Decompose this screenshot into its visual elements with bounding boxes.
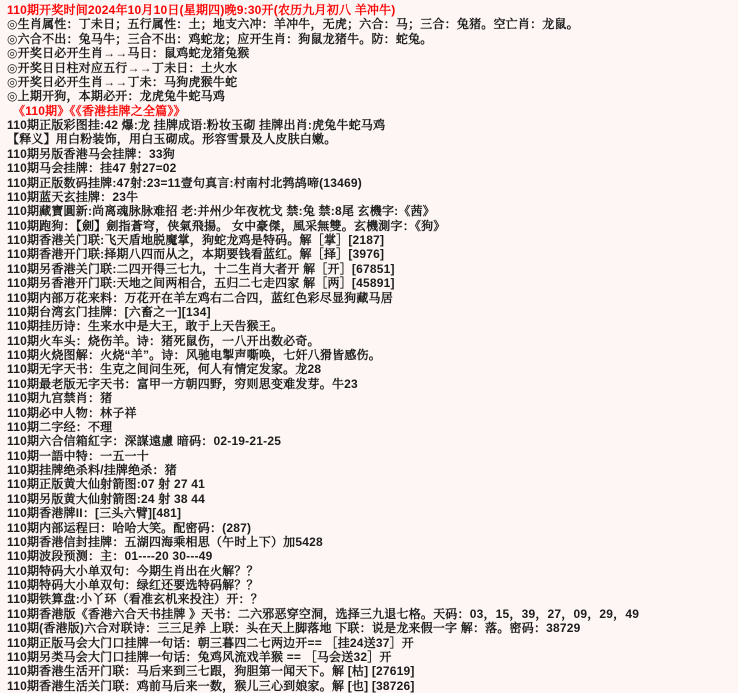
text-line: ◎生肖属性：丁未日；五行属性：土；地支六冲：羊冲牛，无虎；六合：马；三合：兔猪。空亡肖：龙鼠。 — [7, 17, 579, 32]
text-line: 110期波段预测：主：01----20 30---49 — [7, 549, 213, 564]
text-line: 110期另香港开门联:天地之间两相合，五归二七走四家 解［两］[45891] — [7, 276, 395, 291]
text-line: 110期六合信箱紅字：深謀遠慮 暗码：02-19-21-25 — [7, 434, 282, 449]
text-line: 110期另版香港马会挂牌：33狗 — [7, 146, 175, 161]
text-line: 110期藏寶圓新:尚离魂脉脉难招 老:并州少年夜枕戈 禁:兔 禁:8尾 玄機字:《茜》 — [7, 204, 435, 219]
text-line: 110期香港信封挂牌：五湖四海乘相思（午时上下）加5428 — [7, 534, 323, 549]
text-line: 110期香港版《香港六合天书挂牌 》天书：二六邪恶穿空洞，选择三九退七格。天码：03，15，39，27，09，29，49 — [7, 606, 640, 621]
text-line: 110期正版马会大门口挂牌一句话：朝三暮四二七两边开== ［挂24送37］开 — [7, 635, 415, 650]
text-line: 《110期》《《香港挂牌之全篇》》 — [13, 103, 186, 118]
text-line: 【释义】用白粉装饰，用白玉砌成。形容雪景及人皮肤白嫩。 — [7, 132, 337, 147]
text-line: 110期正版黄大仙射箭图:07 射 27 41 — [7, 477, 206, 492]
text-line: ◎开奖日必开生肖→→马日：鼠鸡蛇龙猪兔猴 — [7, 46, 250, 61]
text-line: 110期必中人物：林子祥 — [7, 405, 137, 420]
text-line: 110期香港牌II：[三头六臂][481] — [7, 506, 182, 521]
text-line: 110期马会挂牌：挂47 射27=02 — [7, 161, 177, 176]
text-line: 110期香港开门联:择期八四而从之，本期要钱看蓝红。解［择］[3976] — [7, 247, 385, 262]
text-line: 110期香港关门联:飞天盾地脱魔掌，狗蛇龙鸡是特码。解［掌］[2187] — [7, 233, 385, 247]
text-line: 110期挂牌绝杀料/挂牌绝杀：猪 — [7, 463, 177, 477]
text-line: ◎开奖日必开生肖→→丁未：马狗虎猴牛蛇 — [7, 74, 238, 89]
text-line: ◎六合不出：兔马牛；三合不出：鸡蛇龙；应开生肖：狗鼠龙猪牛。防：蛇兔。 — [7, 31, 433, 46]
text-line: 110期无字天书：生克之间问生死，何人有情定发家。龙28 — [7, 362, 322, 377]
text-line: ◎上期开狗，本期必开：龙虎兔牛蛇马鸡 — [7, 89, 226, 104]
text-line: 110期香港生活开门联：马后来到三七跟，狗胆第一闻天下。解 [枯] [27619] — [7, 664, 415, 679]
text-line: 110期二字经：不理 — [7, 419, 113, 434]
text-line: 110期内部万花来料：万花开在羊左鸡右二合四，蓝红色彩尽显狗藏马居 — [7, 290, 393, 305]
text-line: ◎开奖日日柱对应五行→→丁未日：土火水 — [7, 60, 238, 75]
text-line: 110期正版数码挂牌:47射:23=11壹句真言:村南村北鹁鸪啼(13469) — [7, 175, 362, 190]
text-line: 110期另版黄大仙射箭图:24 射 38 44 — [7, 491, 206, 506]
text-line: 110期另类马会大门口挂牌一句话：兔鸡风流戏羊猴 == ［马会送32］开 — [7, 649, 392, 664]
text-line: 110期一語中特：一五一十 — [7, 448, 149, 463]
text-line: 110期铁算盘:小丫环（看准玄机来投注）开：？ — [7, 592, 263, 607]
text-line: 110期火烧图解：火烧“羊”。诗：风驰电掣声嘶唤，七奸八猾皆感伤。 — [7, 348, 381, 362]
tips-list — [7, 3, 734, 693]
text-line: 110期台湾玄门挂牌：[六畜之一][134] — [7, 304, 211, 319]
text-line: 110期香港生活关门联：鸡前马后来一数，猴儿三心到娘家。解 [也] [38726] — [7, 678, 415, 693]
text-line: 110期特码大小单双句：绿红还要选特码解？？ — [7, 578, 259, 592]
text-line: 110期九宫禁肖：猪 — [7, 391, 113, 406]
text-line: 110期火车头：烧伤羊。诗：猪死鼠伤，一八开出数必奇。 — [7, 333, 320, 348]
text-line: 110期最老版无字天书：富甲一方朝四野，穷则思变难发芽。牛23 — [7, 376, 358, 391]
text-line: 110期另香港关门联:二四开得三七九，十二生肖大者开 解［开］[67851] — [7, 261, 395, 276]
text-line: 110期内部运程曰：哈哈大笑。配密码：(287) — [7, 520, 252, 535]
text-line: 110期(香港版)六合对联诗：三三足养 上联：头在天上脚落地 下联：说是龙来假一字 解：落。密码：38729 — [7, 621, 581, 636]
text-line: 110期开奖时间2024年10月10日(星期四)晚9:30开(农历九月初八 羊冲牛) — [7, 3, 396, 17]
text-line: 110期特码大小单双句：今期生肖出在火解？？ — [7, 563, 259, 578]
text-line: 110期跑狗：【劍】劍指蒼穹，侠氣飛揚。 女中豪傑，風采無雙。玄機測字：《狗》 — [7, 218, 446, 233]
text-line: 110期挂历诗：生来水中是大王，敢于上天告猴王。 — [7, 319, 284, 334]
text-line: 110期蓝天玄挂牌：23牛 — [7, 189, 139, 204]
text-line: 110期正版彩图挂:42 爆:龙 挂牌成语:粉妆玉砌 挂牌出肖:虎兔牛蛇马鸡 — [7, 118, 386, 132]
